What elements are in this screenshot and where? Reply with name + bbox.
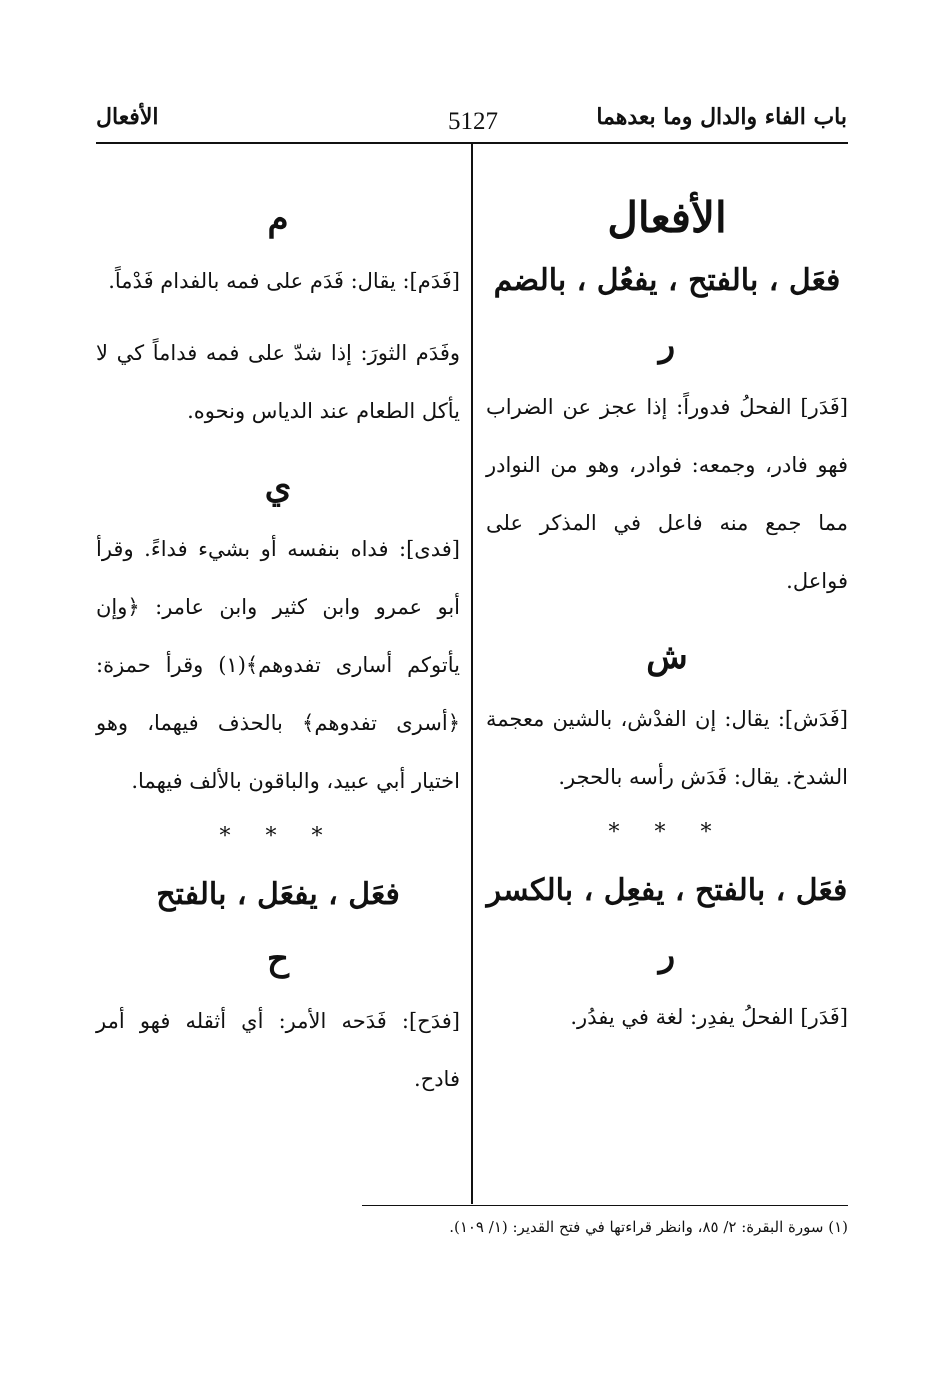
right-column bbox=[486, 186, 848, 1046]
entry-fadama: [فَدَم]: يقال: فَدَم على فمه بالفدام فَدْماً. bbox=[108, 269, 460, 293]
section-title: الأفعال bbox=[607, 193, 727, 242]
page-number: 5127 bbox=[448, 108, 498, 135]
section-separator: * * * bbox=[608, 820, 726, 845]
footnote-rule bbox=[362, 1205, 848, 1206]
running-header-chapter: باب الفاء والدال وما بعدهما bbox=[596, 104, 847, 130]
left-column bbox=[96, 186, 460, 1108]
verb-pattern-heading-kasr: فعَل ، بالفتح ، يفعِل ، بالكسر bbox=[486, 873, 848, 908]
column-divider bbox=[471, 144, 473, 1204]
footnote: (١) سورة البقرة: ٢/ ٨٥، وانظر قراءتها في فتح القدير: (١/ ١٠٩). bbox=[449, 1218, 848, 1236]
letter-heading-shin: ش bbox=[646, 637, 688, 677]
entry-fadaha: [فدَح]: فَدَحه الأمر: أي أثقله فهو أمر فادح. bbox=[96, 1009, 460, 1091]
entry-fada: [فدى]: فداه بنفسه أو بشيء فداءً. وقرأ أبو عمرو وابن كثير وابن عامر: ﴿وإن يأتوكم أسارى تفدوهم﴾(١) وقرأ حمزة: ﴿أسرى تفدوهم﴾ بالحذف فيهما، وهو اختيار أبي عبيد، والباقون بالألف فيهما. bbox=[96, 537, 460, 793]
entry-fadara-yafdir: [فَدَر] الفحلُ يفدِر: لغة في يفدُر. bbox=[570, 1005, 848, 1029]
entry-fadama-thawr: وفَدَم الثورَ: إذا شدّ على فمه فداماً كي لا يأكل الطعام عند الدياس ونحوه. bbox=[96, 341, 460, 423]
running-header-section: الأفعال bbox=[96, 104, 159, 130]
letter-heading-ya: ي bbox=[264, 467, 292, 507]
letter-heading-mim: م bbox=[267, 199, 289, 239]
section-separator-left: * * * bbox=[219, 824, 337, 849]
entry-fadasha: [فَدَش]: يقال: إن الفدْش، بالشين معجمة الشدخ. يقال: فَدَش رأسه بالحجر. bbox=[486, 707, 848, 789]
letter-heading-ra-2: ر bbox=[658, 935, 676, 975]
letter-heading-ha: ح bbox=[267, 939, 289, 979]
letter-heading-ra: ر bbox=[658, 325, 676, 365]
verb-pattern-heading: فعَل ، بالفتح ، يفعُل ، بالضم bbox=[493, 263, 841, 298]
verb-pattern-heading-fath: فعَل ، يفعَل ، بالفتح bbox=[156, 877, 400, 912]
entry-fadara: [فَدَر] الفحلُ فدوراً: إذا عجز عن الضراب فهو فادر، وجمعه: فوادر، وهو من النوادر مما جمع منه فاعل في المذكر على فواعل. bbox=[486, 395, 848, 593]
